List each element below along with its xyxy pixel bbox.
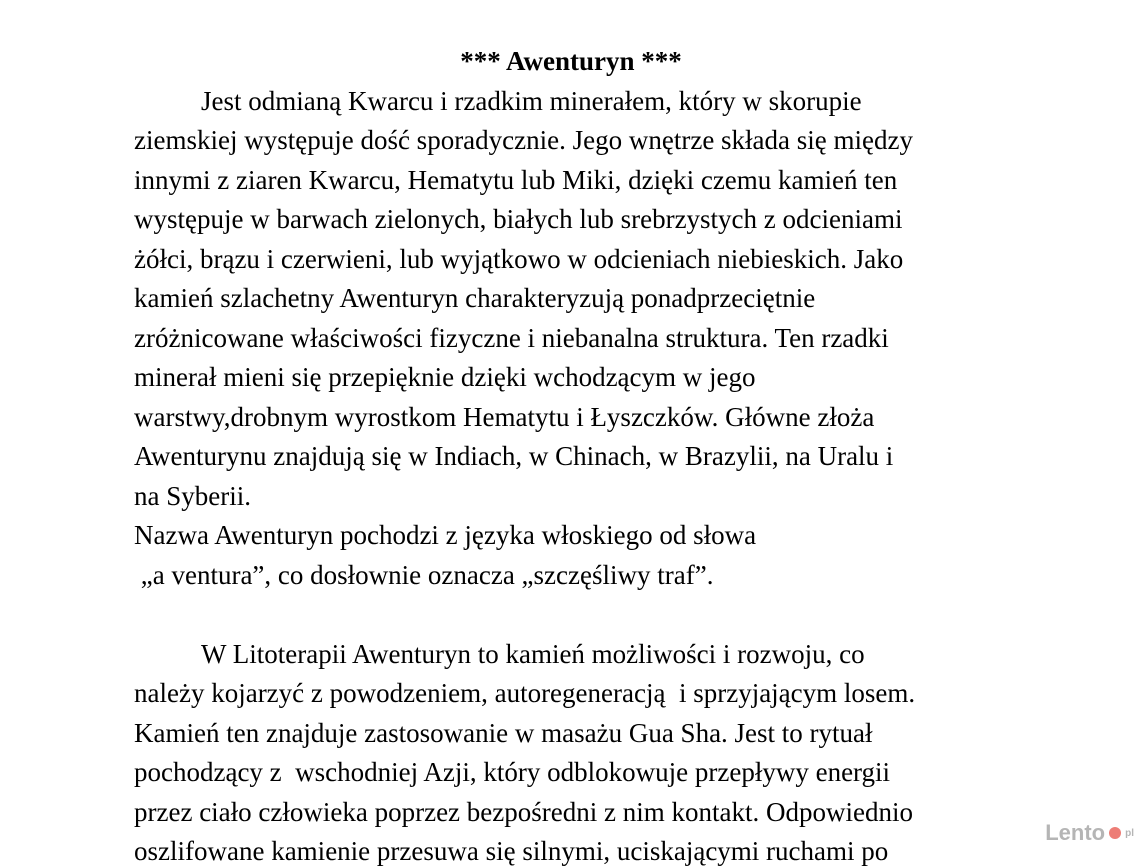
text-line: minerał mieni się przepięknie dzięki wchodzącym w jego (134, 362, 756, 392)
text-line: Awenturynu znajdują się w Indiach, w Chinach, w Brazylii, na Uralu i (134, 441, 894, 471)
text-line: na Syberii. (134, 481, 251, 511)
text-line: oszlifowane kamienie przesuwa się silnymi, uciskającymi ruchami po (134, 836, 889, 866)
text-line: kamień szlachetny Awenturyn charakteryzują ponadprzeciętnie (134, 283, 816, 313)
text-line: Nazwa Awenturyn pochodzi z języka włoskiego od słowa (134, 520, 757, 550)
text-line: W Litoterapii Awenturyn to kamień możliwości i rozwoju, co (201, 639, 865, 669)
text-line: występuje w barwach zielonych, białych lub srebrzystych z odcieniami (134, 204, 903, 234)
text-line: „a ventura”, co dosłownie oznacza „szczęśliwy traf”. (134, 560, 714, 590)
text-line: zróżnicowane właściwości fizyczne i niebanalna struktura. Ten rzadki (134, 323, 889, 353)
text-line: ziemskiej występuje dość sporadycznie. Jego wnętrze składa się między (134, 125, 913, 155)
text-line: warstwy,drobnym wyrostkom Hematytu i Łyszczków. Główne złoża (134, 402, 875, 432)
text-line: Jest odmianą Kwarcu i rzadkim minerałem, który w skorupie (201, 86, 862, 116)
watermark-dot-icon (1109, 827, 1121, 839)
watermark-suffix: pl (1125, 827, 1134, 839)
text-line: innymi z ziaren Kwarcu, Hematytu lub Miki, dzięki czemu kamień ten (134, 165, 898, 195)
document-title: *** Awenturyn *** (460, 46, 682, 76)
text-line: Kamień ten znajduje zastosowanie w masażu Gua Sha. Jest to rytuał (134, 718, 873, 748)
text-line: żółci, brązu i czerwieni, lub wyjątkowo w odcieniach niebieskich. Jako (134, 244, 904, 274)
watermark-text: Lento (1045, 820, 1106, 845)
text-line: pochodzący z wschodniej Azji, który odblokowuje przepływy energii (134, 757, 891, 787)
lento-watermark (1045, 820, 1134, 846)
text-line: przez ciało człowieka poprzez bezpośredni z nim kontakt. Odpowiednio (134, 797, 913, 827)
text-line: należy kojarzyć z powodzeniem, autoregeneracją i sprzyjającym losem. (134, 678, 916, 708)
